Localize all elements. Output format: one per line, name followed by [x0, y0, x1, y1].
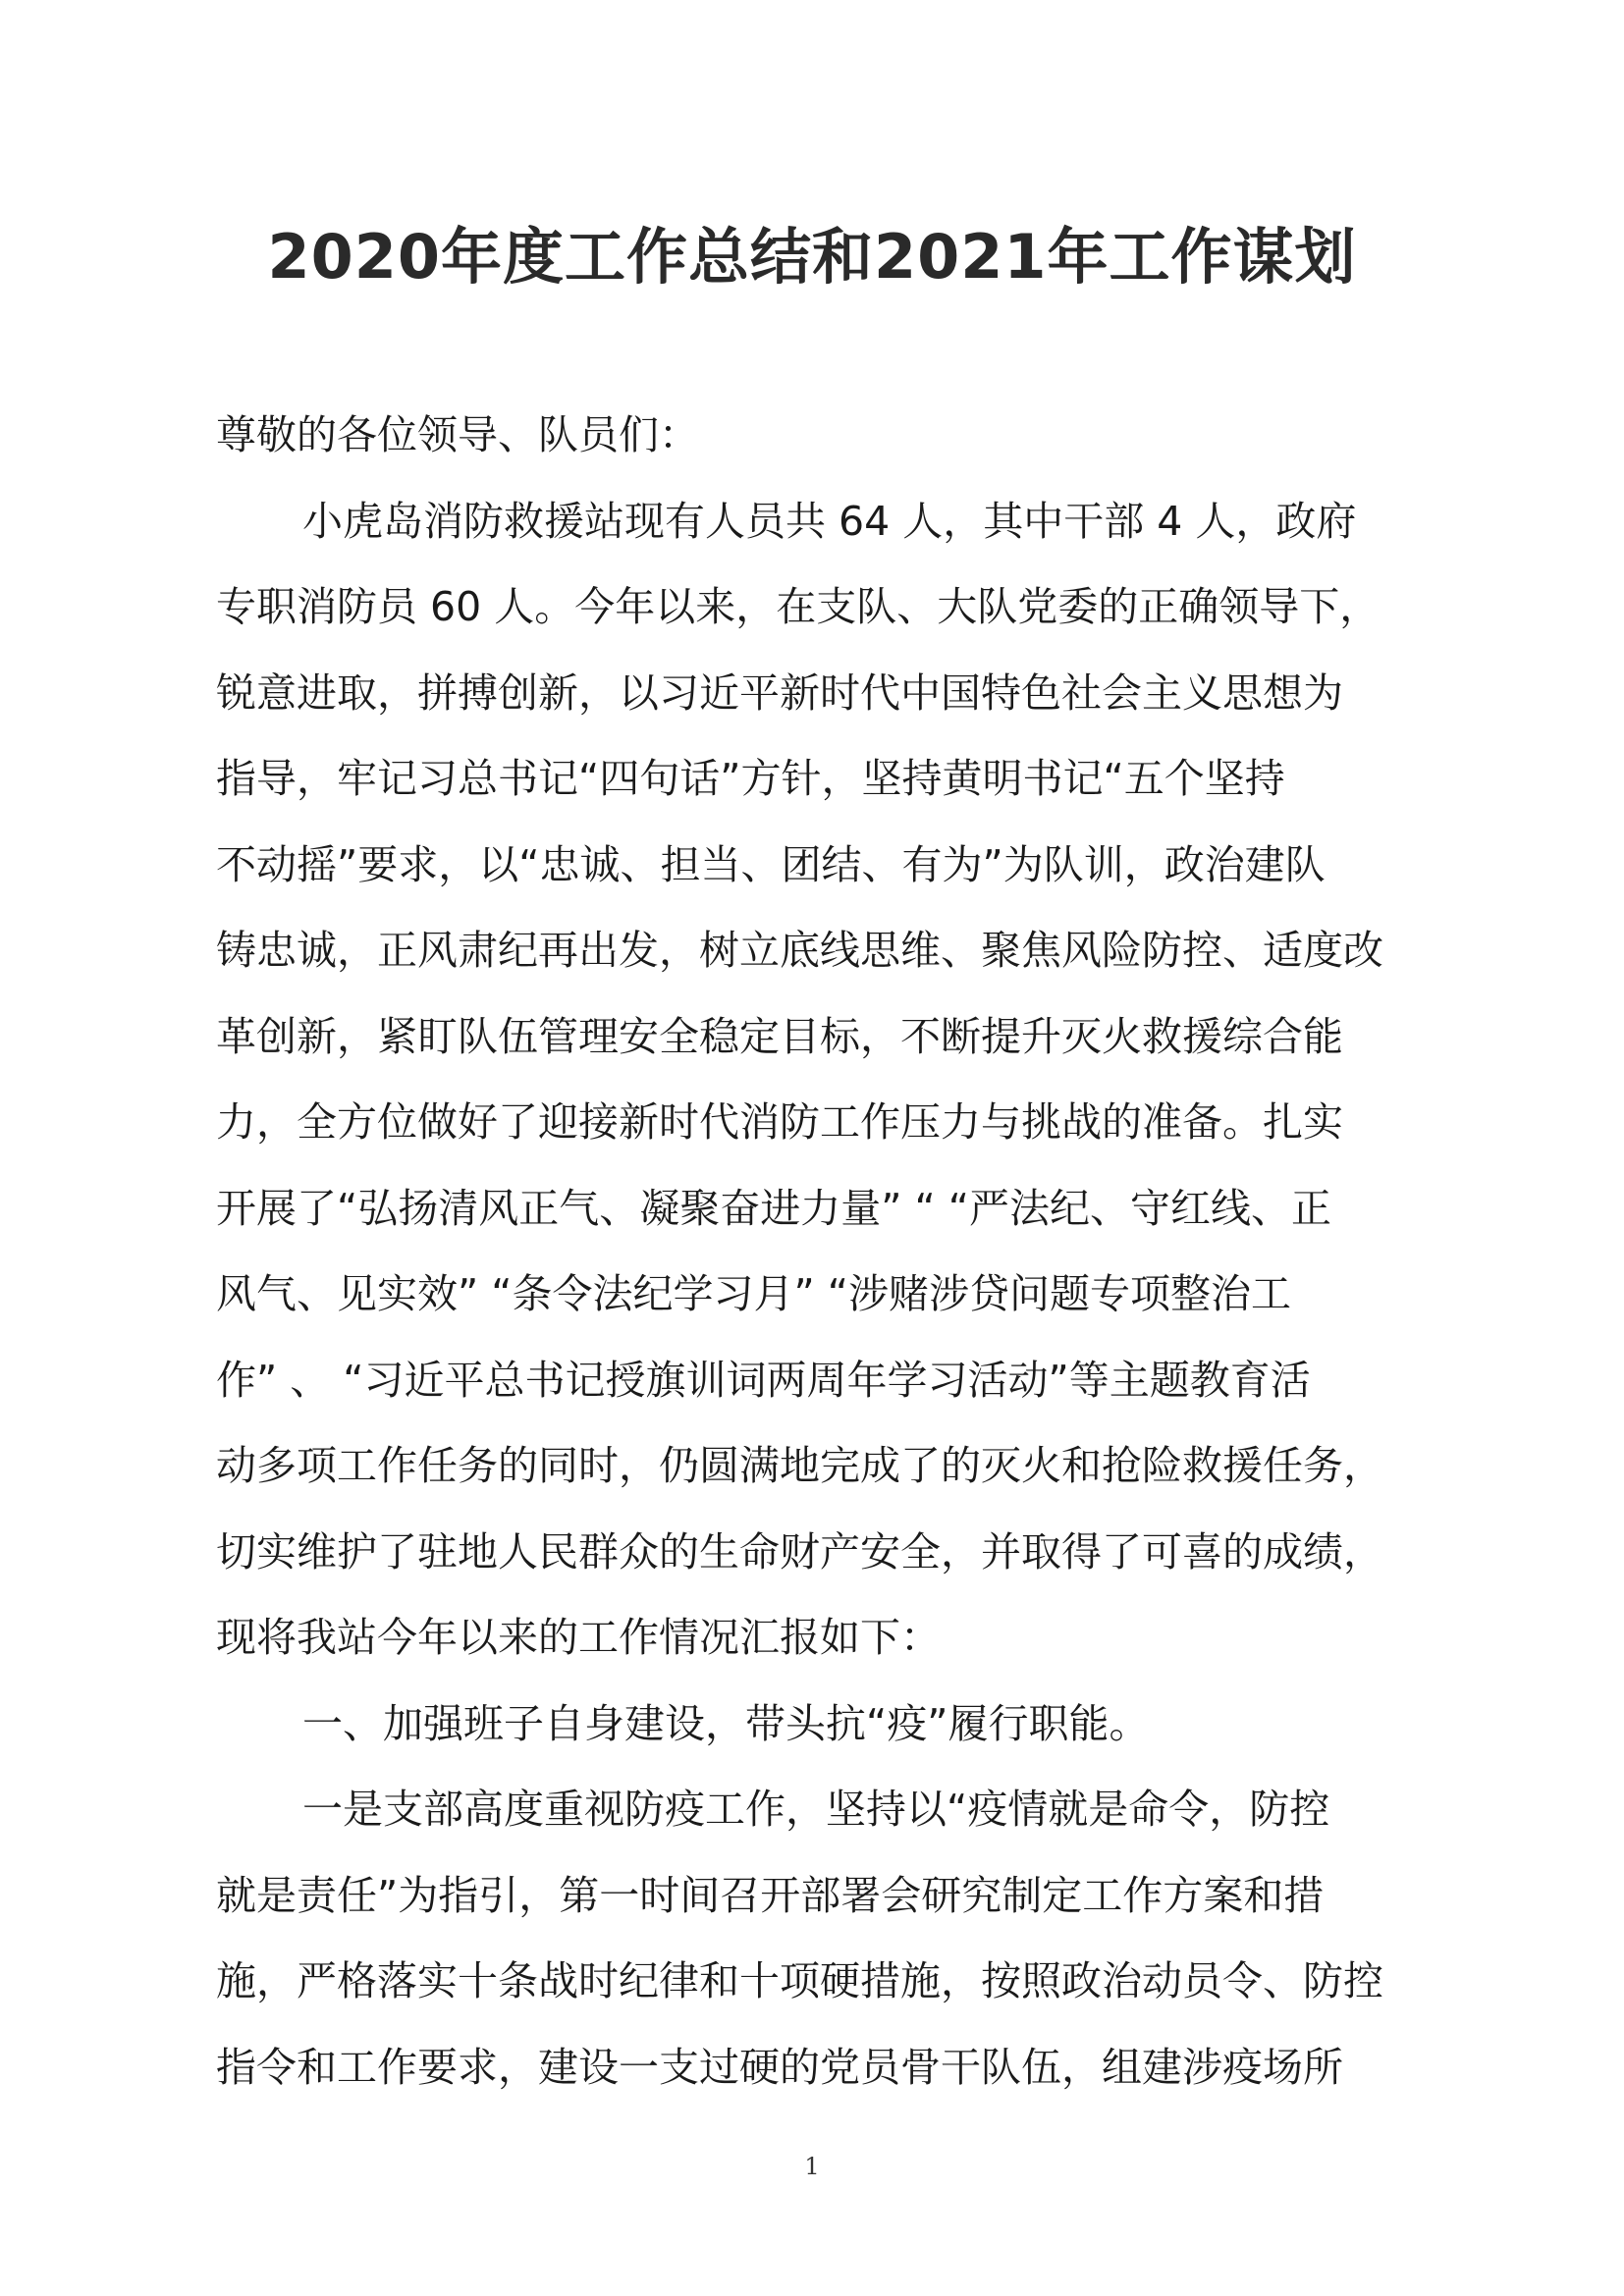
paragraph-line: 就是责任”为指引，第一时间召开部署会研究制定工作方案和措: [216, 1871, 1325, 1919]
paragraph-line: 风气、见实效” “条令法纪学习月” “涉赌涉贷问题专项整治工: [216, 1270, 1292, 1317]
paragraph-line: 指导，牢记习总书记“四句话”方针，坚持黄明书记“五个坚持: [216, 755, 1285, 802]
paragraph-line: 一是支部高度重视防疫工作，坚持以“疫情就是命令，防控: [302, 1786, 1330, 1833]
paragraph-line: 作” 、 “习近平总书记授旗训词两周年学习活动”等主题教育活: [216, 1356, 1311, 1404]
paragraph-line: 指令和工作要求，建设一支过硬的党员骨干队伍，组建涉疫场所: [216, 2043, 1343, 2091]
paragraph-line: 动多项工作任务的同时，仍圆满地完成了的灭火和抢险救援任务，: [216, 1442, 1383, 1489]
paragraph-line: 尊敬的各位领导、队员们：: [216, 411, 699, 458]
paragraph-line: 小虎岛消防救援站现有人员共 64 人，其中干部 4 人，政府: [302, 497, 1357, 545]
paragraph-line: 开展了“弘扬清风正气、凝聚奋进力量” “ “严法纪、守红线、正: [216, 1184, 1332, 1232]
paragraph-line: 革创新，紧盯队伍管理安全稳定目标，不断提升灭火救援综合能: [216, 1012, 1343, 1060]
document-title: 2020年度工作总结和2021年工作谋划: [267, 221, 1357, 293]
paragraph-line: 力，全方位做好了迎接新时代消防工作压力与挑战的准备。扎实: [216, 1098, 1343, 1146]
paragraph-line: 现将我站今年以来的工作情况汇报如下：: [216, 1614, 941, 1661]
paragraph-line: 切实维护了驻地人民群众的生命财产安全，并取得了可喜的成绩，: [216, 1527, 1383, 1575]
paragraph-line: 铸忠诚，正风肃纪再出发，树立底线思维、聚焦风险防控、适度改: [216, 927, 1383, 974]
page-number: 1: [804, 2153, 820, 2180]
paragraph-line: 锐意进取，拼搏创新，以习近平新时代中国特色社会主义思想为: [216, 668, 1343, 717]
paragraph-line: 一、加强班子自身建设，带头抗“疫”履行职能。: [302, 1699, 1150, 1747]
paragraph-line: 不动摇”要求，以“忠诚、担当、团结、有为”为队训，政治建队: [216, 840, 1326, 888]
paragraph-line: 专职消防员 60 人。今年以来，在支队、大队党委的正确领导下，: [216, 583, 1380, 630]
paragraph-line: 施，严格落实十条战时纪律和十项硬措施，按照政治动员令、防控: [216, 1957, 1383, 2004]
document-body: [216, 393, 1453, 2110]
